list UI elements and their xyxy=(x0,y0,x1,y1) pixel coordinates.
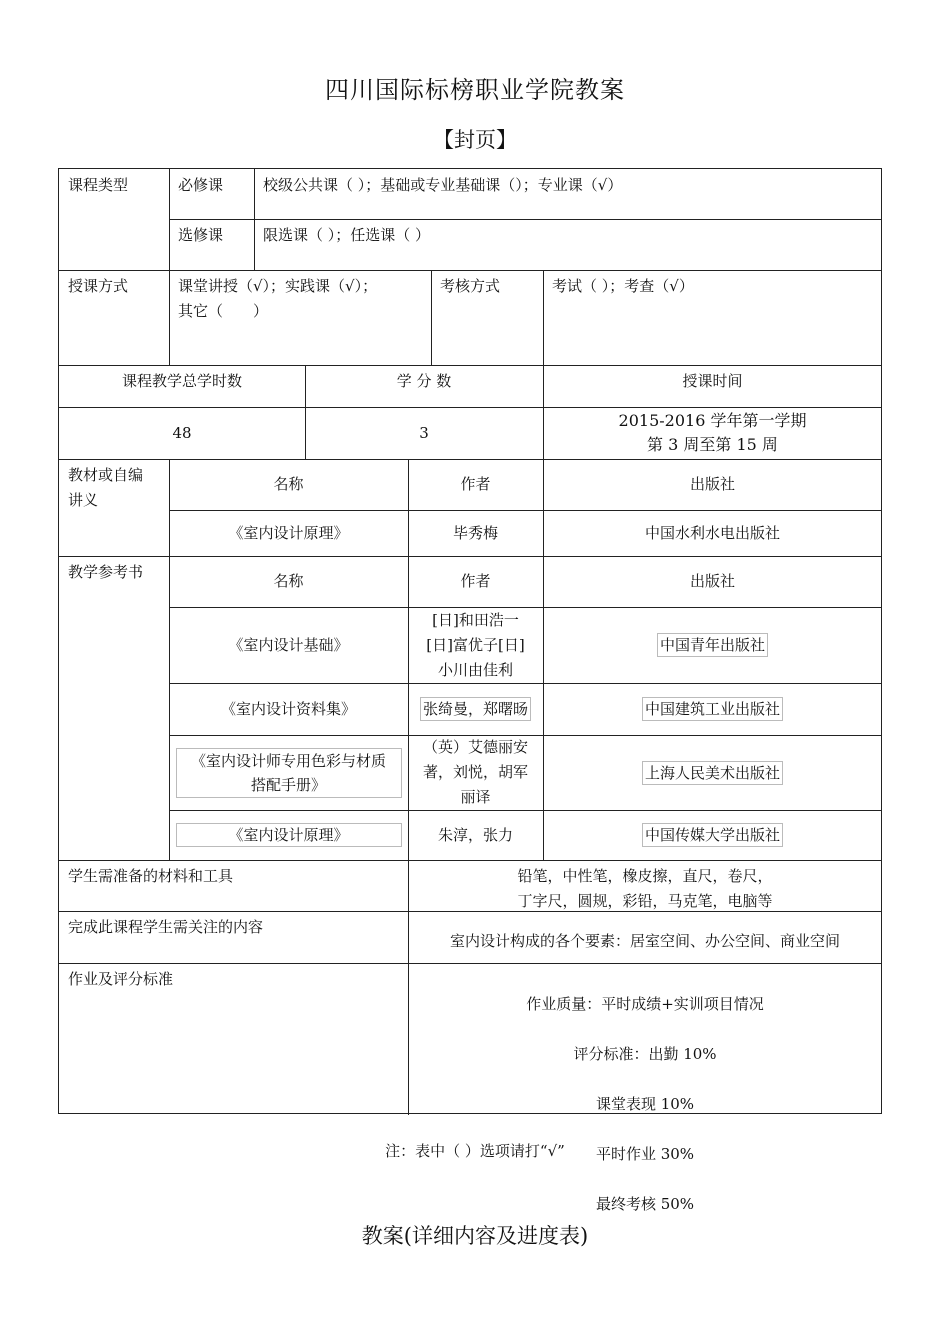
credits-header: 学 分 数 xyxy=(396,372,452,390)
reference-name xyxy=(169,735,408,810)
grading-criteria xyxy=(408,963,882,1246)
cell-text: 上海人民美术出版社 xyxy=(642,761,783,785)
semester-text: 2015-2016 学年第一学期 xyxy=(618,411,807,430)
references-name-header xyxy=(169,556,408,607)
section-title: 教案(详细内容及进度表) xyxy=(361,1224,589,1248)
cell-text: 《室内设计资料集》 xyxy=(220,699,356,718)
focus-label: 完成此课程学生需关注的内容 xyxy=(68,918,264,936)
textbook-name xyxy=(169,510,408,556)
header-text: 名称 xyxy=(273,572,304,590)
textbook-label: 教材或自编 讲义 xyxy=(68,466,144,509)
textbook-publisher-header xyxy=(543,459,882,510)
grading-line: 课堂表现 10% xyxy=(595,1095,695,1113)
teaching-method-options: 课堂讲授（√）；实践课（√）； 其它（ ） xyxy=(178,277,378,320)
materials-value: 铅笔，中性笔，橡皮擦，直尺，卷尺， 丁字尺，圆规，彩铅，马克笔，电脑等 xyxy=(517,867,773,910)
grading-line: 作业质量：平时成绩+实训项目情况 xyxy=(526,995,764,1013)
reference-author xyxy=(408,810,543,860)
textbook-name-header xyxy=(169,459,408,510)
total-hours-value xyxy=(59,407,305,459)
materials-label: 学生需准备的材料和工具 xyxy=(68,867,234,885)
cell-text: 《室内设计师专用色彩与材质 搭配手册》 xyxy=(176,748,402,798)
teaching-time-value xyxy=(543,407,882,459)
references-publisher-header xyxy=(543,556,882,607)
cell-text: 毕秀梅 xyxy=(452,523,498,542)
course-type-label: 课程类型 xyxy=(68,176,129,194)
cell-text: [日]和田浩一 [日]富优子[日] 小川由佳利 xyxy=(426,610,525,679)
cell-text: 中国水利水电出版社 xyxy=(644,523,780,542)
required-course-label: 必修课 xyxy=(178,176,224,194)
textbook-author-header xyxy=(408,459,543,510)
reference-author xyxy=(408,683,543,735)
teaching-time-header: 授课时间 xyxy=(682,372,743,390)
focus-value xyxy=(408,911,882,963)
header-text: 作者 xyxy=(460,475,491,493)
grading-line: 最终考核 50% xyxy=(595,1195,695,1213)
cell-text: 室内设计构成的各个要素：居室空间、办公空间、商业空间 xyxy=(449,931,840,950)
weeks-text: 第 3 周至第 15 周 xyxy=(647,435,778,454)
credits-text: 3 xyxy=(419,423,429,442)
grading-line: 评分标准：出勤 10% xyxy=(573,1045,717,1063)
assessment-label: 考核方式 xyxy=(440,277,501,295)
cell-text: 中国青年出版社 xyxy=(657,633,768,657)
header-text: 名称 xyxy=(273,475,304,493)
cell-text: 《室内设计基础》 xyxy=(228,635,349,654)
cell-text: 中国传媒大学出版社 xyxy=(642,823,783,847)
page-subtitle: 【封页】 xyxy=(433,128,517,152)
header-text: 作者 xyxy=(460,572,491,590)
references-author-header xyxy=(408,556,543,607)
reference-publisher xyxy=(543,607,882,683)
elective-course-options: 限选课（ ）；任选课（ ） xyxy=(263,226,431,244)
reference-author xyxy=(408,735,543,810)
assessment-options: 考试（ ）；考查（√） xyxy=(552,277,694,295)
textbook-author xyxy=(408,510,543,556)
references-label: 教学参考书 xyxy=(68,563,144,581)
reference-name xyxy=(169,810,408,860)
elective-course-label: 选修课 xyxy=(178,226,224,244)
page-title: 四川国际标榜职业学院教案 xyxy=(325,76,625,104)
credits-value xyxy=(305,407,543,459)
header-text: 出版社 xyxy=(689,572,735,590)
reference-publisher xyxy=(543,810,882,860)
cell-text: 朱淳，张力 xyxy=(437,825,513,844)
cell-text: 《室内设计原理》 xyxy=(228,523,349,542)
teaching-method-label: 授课方式 xyxy=(68,277,129,295)
grading-line: 平时作业 30% xyxy=(595,1145,695,1163)
textbook-publisher xyxy=(543,510,882,556)
cell-text: 张绮曼，郑曙旸 xyxy=(420,697,531,721)
footnote: 注：表中（ ）选项请打“√” xyxy=(385,1142,565,1160)
total-hours-header: 课程教学总学时数 xyxy=(121,372,242,390)
reference-publisher xyxy=(543,735,882,810)
required-course-options: 校级公共课（ ）；基础或专业基础课（）；专业课（√） xyxy=(263,176,623,194)
reference-name xyxy=(169,607,408,683)
cell-text: 《室内设计原理》 xyxy=(176,823,402,847)
reference-author xyxy=(408,607,543,683)
cell-text: 中国建筑工业出版社 xyxy=(642,697,783,721)
reference-publisher xyxy=(543,683,882,735)
cell-text: （英）艾德丽安 著，刘悦，胡军 丽译 xyxy=(422,738,528,806)
grading-label: 作业及评分标准 xyxy=(68,970,174,988)
reference-name xyxy=(169,683,408,735)
total-hours-text: 48 xyxy=(172,423,192,442)
header-text: 出版社 xyxy=(689,475,735,493)
